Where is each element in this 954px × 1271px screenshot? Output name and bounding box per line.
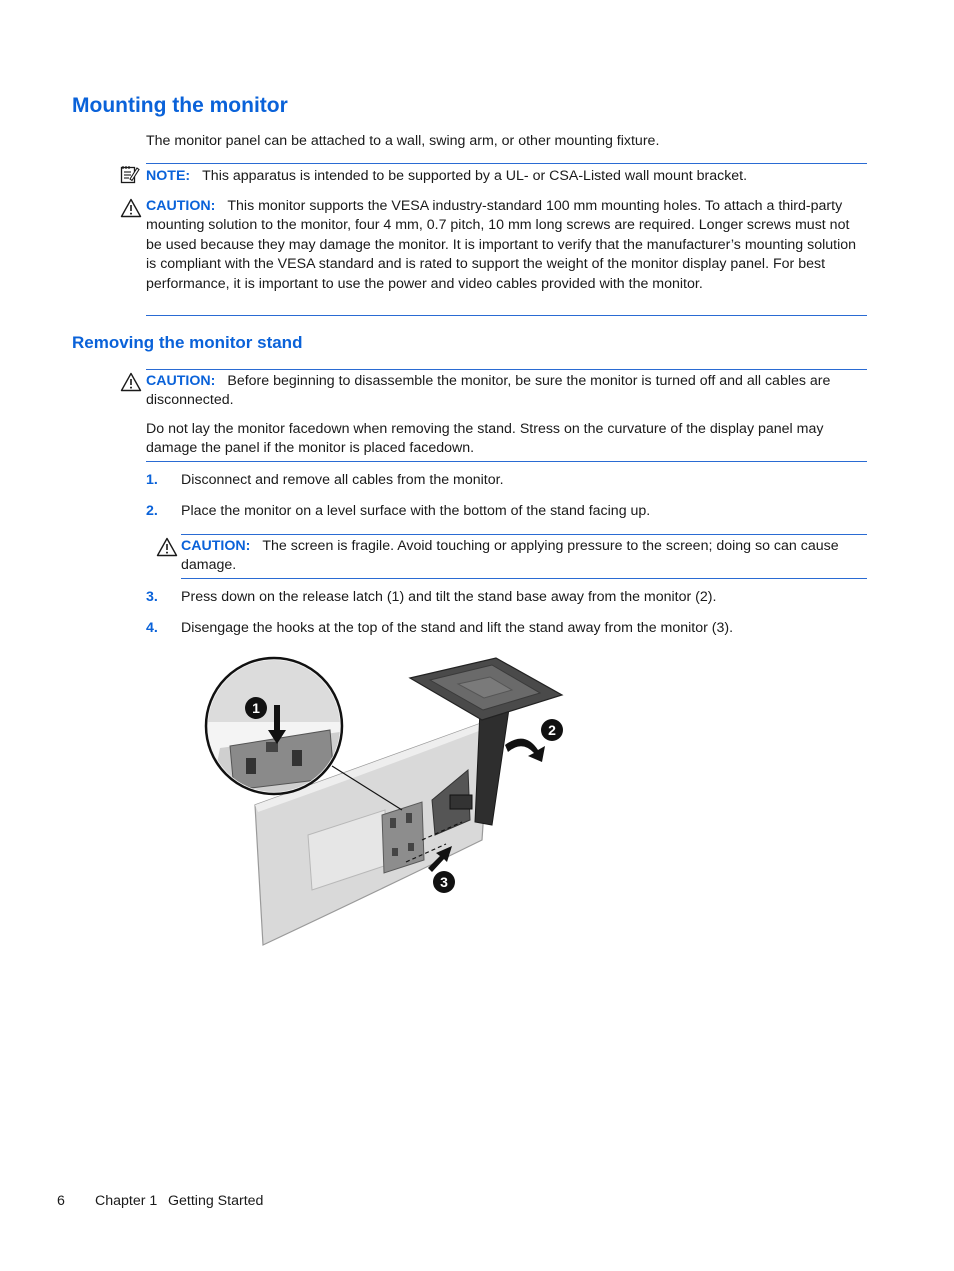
footer-chapter-title: Getting Started xyxy=(168,1193,264,1209)
note-text: This apparatus is intended to be supported by a UL- or CSA-Listed wall mount bracket. xyxy=(202,168,748,184)
caution-text: This monitor supports the VESA industry-standard 100 mm mounting holes. To attach a third-party mounting solution to the monitor, four 4 mm, 0.7 pitch, 10 mm long screws are required. Longer screws must not be used because they may damage the monitor. It is important to verify that the manufacturer’s mounting solution is compliant with the VESA standard and is rated to support the weight of the monitor display panel. For best performance, it is important to use the power and video cables provided with the monitor. xyxy=(146,198,857,292)
vesa-plate xyxy=(382,802,424,873)
caution-label: CAUTION: xyxy=(181,538,251,554)
caution-text: Before beginning to disassemble the monitor, be sure the monitor is turned off and all cables are disconnected. xyxy=(146,373,831,409)
note-label: NOTE: xyxy=(146,168,191,184)
caution-block-disassemble xyxy=(146,372,867,411)
step-number: 1. xyxy=(146,472,158,488)
release-latch xyxy=(450,795,472,809)
stand-removal-illustration xyxy=(200,650,570,950)
caution-top-rule xyxy=(181,534,867,535)
step-number: 4. xyxy=(146,620,158,636)
caution-icon xyxy=(120,198,142,218)
note-top-rule xyxy=(146,163,867,164)
caution-bottom-rule xyxy=(181,578,867,579)
caution-icon xyxy=(120,372,142,392)
step-text: Disengage the hooks at the top of the stand and lift the stand away from the monitor (3). xyxy=(181,620,734,636)
step-number: 3. xyxy=(146,589,158,605)
callout-label: 2 xyxy=(548,722,556,738)
step-text: Press down on the release latch (1) and tilt the stand base away from the monitor (2). xyxy=(181,589,717,605)
note-icon xyxy=(120,165,140,185)
stand-neck xyxy=(475,702,510,825)
step-text: Disconnect and remove all cables from the monitor. xyxy=(181,472,504,488)
caution-icon xyxy=(156,537,178,557)
section-title: Removing the monitor stand xyxy=(72,333,303,352)
caution-text-facedown: Do not lay the monitor facedown when removing the stand. Stress on the curvature of the display panel may damage the panel if the monitor is placed facedown. xyxy=(146,421,824,457)
note-block xyxy=(146,167,867,186)
footer-chapter: Chapter 1 xyxy=(95,1193,158,1209)
caution-bottom-rule xyxy=(146,315,867,316)
caution-label: CAUTION: xyxy=(146,198,216,214)
callout-label: 3 xyxy=(440,874,448,890)
page-number: 6 xyxy=(57,1193,65,1209)
caution-label: CAUTION: xyxy=(146,373,216,389)
step-number: 2. xyxy=(146,503,158,519)
mounting-intro: The monitor panel can be attached to a wall, swing arm, or other mounting fixture. xyxy=(146,133,660,149)
caution-bottom-rule xyxy=(146,461,867,462)
callout-label: 1 xyxy=(252,700,260,716)
caution-top-rule xyxy=(146,369,867,370)
arrow-2 xyxy=(505,739,545,762)
caution-block-screen xyxy=(181,537,867,576)
caution-block-mounting xyxy=(146,197,868,294)
page-title: Mounting the monitor xyxy=(72,94,288,117)
caution-text: The screen is fragile. Avoid touching or applying pressure to the screen; doing so can cause damage. xyxy=(181,538,839,574)
step-text: Place the monitor on a level surface with the bottom of the stand facing up. xyxy=(181,503,651,519)
